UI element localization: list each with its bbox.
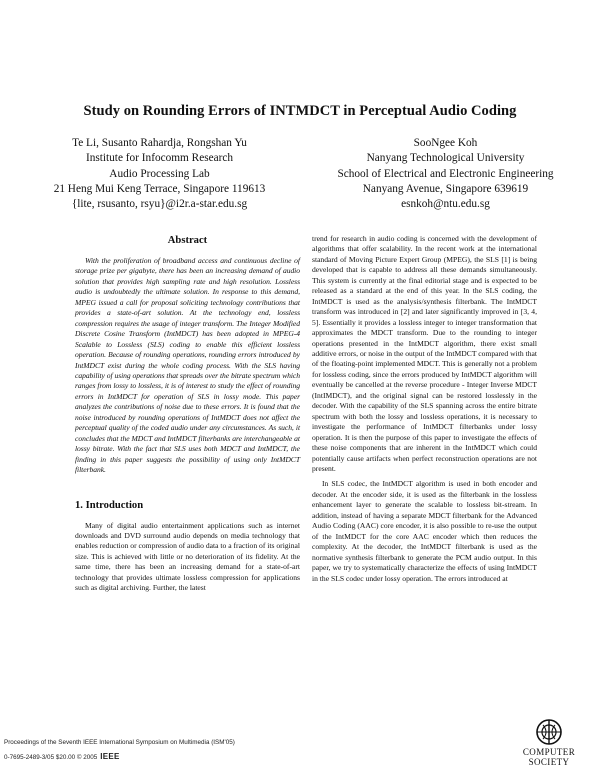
footer-isbn-line bbox=[4, 752, 120, 761]
body-paragraph: trend for research in audio coding is concerned with the development of algorithms that offer scalability. In the recent work at the international standard of Moving Picture Expert Group (MPEG), the SLS [1] is being developed that is capable to address all these demands simultaneously. This system is currently at the final editorial stage and is expected to be released as a standard at the end of this year. In the SLS coding, the IntMDCT is used as the analysis/synthesis filterbank. The IntMDCT transform was introduced in [2] and later significantly improved in [3, 4, 5]. Essentially it provides a lossless integer to integer transformation that approximates the MDCT transform. Due to the rounding to integer operations presented in the IntMDCT algorithm, there exist small additive errors, or noise in the output of the IntMDCT compared with that of the floating-point implemented MDCT. This is generally not a problem for lossless coding, since the errors produced by IntMDCT algorithm will eventually be cancelled at the reverse procedure - Integer Inverse MDCT (IntIMDCT), and the original signal can be restored losslessly in the decoder. With the capability of the SLS spanning across the entire bitrate spectrum with both the lossy and lossless operations, it is necessary to investigate the performance of IntMDCT filterbanks under lossy operation. It is then the purpose of this paper to investigate the effects of these noise components that are inherent in the IntMDCT which could potentially cause artifacts when perfect reconstruction operations are not present. bbox=[312, 234, 537, 473]
abstract-text: With the proliferation of broadband access and continuous decline of storage prize per gigabyte, there has been an increasing demand of audio solution that provides high sampling rate and high resolution. Lossless audio is undoubtedly the ultimate solution. In response to this demand, MPEG issued a call for proposal soliciting technology contributions that provides a state-of-art solution. At the technology end, lossless compression requires the usage of integer transform. The Integer Modified Discrete Cosine Transform (IntMDCT) has been adopted in MPEG-4 Scalable to Lossless (SLS) coding to enable this efficient lossless operation. Because of rounding operations, rounding errors introduced by IntMDCT exist during the whole coding process. With the SLS having capability of using operations that spreads over the bitrate spectrum which ranges from lossy to lossless, it is of interest to study the effect of rounding errors in IntMDCT for operation of SLS in lossy mode. This paper analyzes the contributions of noise due to these errors. It is found that the noise introduced by rounding operations of IntMDCT does not affect the perceptual quality of the coded audio under any circumstances. As such, it concludes that the MDCT and IntMDCT filterbanks are interchangeable at lossy bitrate. With the fact that SLS uses both MDCT and IntMDCT, the finding in this paper suggests the possibility of using only IntMDCT filterbank. bbox=[75, 256, 300, 475]
left-column bbox=[75, 234, 300, 594]
author-names: Te Li, Susanto Rahardja, Rongshan Yu bbox=[72, 137, 247, 149]
author-names: SooNgee Koh bbox=[413, 137, 478, 149]
author-block-right bbox=[301, 136, 590, 212]
author-email: esnkoh@ntu.edu.sg bbox=[401, 198, 490, 211]
right-column bbox=[312, 234, 537, 584]
author-address: 21 Heng Mui Keng Terrace, Singapore 119613 bbox=[53, 182, 266, 195]
author-department: School of Electrical and Electronic Engineering bbox=[337, 167, 554, 180]
author-affiliation: Institute for Infocomm Research bbox=[85, 152, 234, 165]
author-address: Nanyang Avenue, Singapore 639619 bbox=[362, 182, 529, 195]
author-block-left bbox=[20, 136, 299, 212]
body-paragraph: In SLS codec, the IntMDCT algorithm is used in both encoder and decoder. At the encoder side, it is used as the filterbank in the lossless enhancement layer to generate the scalable to lossless bit-stream. In addition, instead of having a separate MDCT filterbank for the Advanced Audio Coding (AAC) core encoder, it is also possible to re-use the output of the IntMDCT for the core AAC encoder which then reduces the complexity. At the decoder, the IntMDCT filterbank is used as the normative synthesis filterbank to generate the PCM audio output. In this paper, we try to systematically characterize the effects of using IntMDCT in the SLS codec under lossy operation. The errors introduced at bbox=[312, 479, 537, 583]
computer-society-logo bbox=[515, 717, 583, 771]
computer-society-icon bbox=[515, 717, 583, 747]
introduction-paragraph: Many of digital audio entertainment applications such as internet downloads and DVD surround audio depends on media technology that enables reduction or compression of audio data to a fraction of its original size. This is achieved with little or no deterioration of its fidelity. At the same time, there has been an increasing demand for a state-of-art technology that provides ultimate lossless compression for applications such as digital archiving. Further, the latest bbox=[75, 520, 300, 593]
logo-text-society: SOCIETY bbox=[528, 757, 570, 767]
author-email: {lite, rsusanto, rsyu}@i2r.a-star.edu.sg bbox=[71, 198, 248, 211]
author-department: Audio Processing Lab bbox=[109, 167, 210, 180]
logo-text-computer: COMPUTER bbox=[522, 747, 576, 757]
abstract-heading: Abstract bbox=[167, 235, 208, 246]
ieee-logo: IEEE bbox=[100, 752, 120, 761]
footer-proceedings: Proceedings of the Seventh IEEE International Symposium on Multimedia (ISM'05) bbox=[4, 739, 235, 746]
footer-isbn: 0-7695-2489-3/05 $20.00 © 2005 bbox=[4, 754, 98, 761]
author-affiliation: Nanyang Technological University bbox=[366, 152, 525, 165]
paper-title: Study on Rounding Errors of INTMDCT in Perceptual Audio Coding bbox=[83, 103, 517, 119]
introduction-heading: 1. Introduction bbox=[75, 499, 144, 511]
